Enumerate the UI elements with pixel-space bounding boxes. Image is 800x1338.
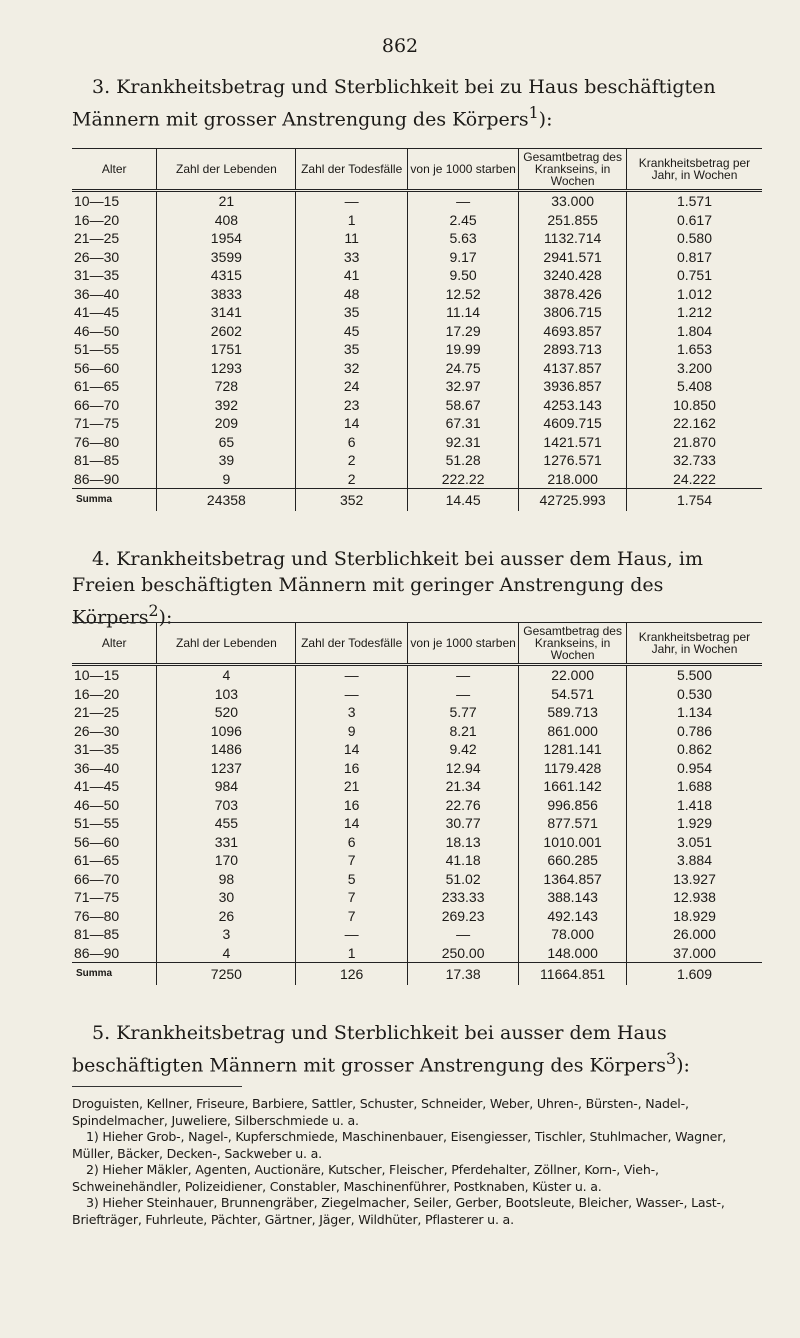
table-cell: 5.408	[626, 377, 762, 396]
table-row	[72, 870, 762, 889]
table-row	[72, 833, 762, 852]
table-cell: 6	[296, 433, 408, 452]
table-cell: 4693.857	[519, 322, 627, 341]
table-cell: 996.856	[519, 796, 627, 815]
table-row	[72, 470, 762, 489]
column-header: Alter	[72, 149, 157, 191]
table-row	[72, 796, 762, 815]
column-header: Krankheitsbetrag per Jahr, in Wochen	[626, 623, 762, 665]
table-cell: 51.02	[407, 870, 518, 889]
table-cell: 3	[157, 925, 296, 944]
table-cell: 2893.713	[519, 340, 627, 359]
table-cell: 41—45	[74, 778, 120, 795]
table-row	[72, 433, 762, 452]
table-cell: 1.212	[626, 303, 762, 322]
table-cell: —	[296, 191, 408, 211]
table-cell: 9.42	[407, 740, 518, 759]
table-cell: 16—20	[74, 685, 120, 702]
column-header: Gesamtbetrag des Krankseins, in Wochen	[519, 149, 627, 191]
table-cell: 1954	[157, 229, 296, 248]
table-row	[72, 703, 762, 722]
table-cell: 39	[157, 451, 296, 470]
table-cell: 1486	[157, 740, 296, 759]
table-header-row	[72, 623, 762, 665]
footnote-ref: 2	[148, 601, 159, 620]
section-3-heading: 3. Krankheitsbetrag und Sterblichkeit bei zu Haus beschäftigten Männern mit grosser Anstrengung des Körpers$^1$):	[72, 76, 716, 131]
table-section-3	[72, 148, 762, 511]
table-cell: 24	[296, 377, 408, 396]
table-cell: 32.97	[407, 377, 518, 396]
total-cell: 42725.993	[519, 489, 627, 512]
table-cell: 10.850	[626, 396, 762, 415]
table-row	[72, 248, 762, 267]
table-cell: 46—50	[74, 796, 120, 813]
total-cell: Summa	[72, 489, 157, 512]
column-header: Zahl der Lebenden	[157, 623, 296, 665]
table-cell: 9.50	[407, 266, 518, 285]
table-cell: 17.29	[407, 322, 518, 341]
table-cell: 0.954	[626, 759, 762, 778]
table-cell: 388.143	[519, 888, 627, 907]
table-cell: 7	[296, 907, 408, 926]
table-cell: 56—60	[74, 833, 120, 850]
footnote-3: 3) Hieher Steinhauer, Brunnengräber, Ziegelmacher, Seiler, Gerber, Bootsleute, Bleicher, Wasser-, Last-, Briefträger, Fuhrleute, Pächter, Gärtner, Jäger, Wildhüter, Pflasterer u. a.	[72, 1195, 725, 1227]
table-cell: 0.617	[626, 211, 762, 230]
table-cell: 51—55	[74, 815, 120, 832]
table-cell: 5	[296, 870, 408, 889]
table-cell: 492.143	[519, 907, 627, 926]
total-cell: 126	[296, 963, 408, 986]
table-cell: 16—20	[74, 211, 120, 228]
table-cell: 5.77	[407, 703, 518, 722]
table-cell: 218.000	[519, 470, 627, 489]
total-cell: 11664.851	[519, 963, 627, 986]
table-cell: 1281.141	[519, 740, 627, 759]
total-cell: 1.754	[626, 489, 762, 512]
table-cell: 26.000	[626, 925, 762, 944]
table-cell: 48	[296, 285, 408, 304]
table-cell: 1421.571	[519, 433, 627, 452]
table-cell: 1.134	[626, 703, 762, 722]
table-cell: 51—55	[74, 341, 120, 358]
total-cell: 14.45	[407, 489, 518, 512]
table-cell: 66—70	[74, 396, 120, 413]
table-cell: 1.418	[626, 796, 762, 815]
column-header: von je 1000 starben	[407, 149, 518, 191]
table-row	[72, 925, 762, 944]
table-cell: 2602	[157, 322, 296, 341]
table-cell: 24.222	[626, 470, 762, 489]
section-5-heading: 5. Krankheitsbetrag und Sterblichkeit bei ausser dem Haus beschäftigten Männern mit grosser Anstrengung des Körpers$^3$):	[72, 1022, 690, 1077]
total-cell: Summa	[72, 963, 157, 986]
table-cell: 4315	[157, 266, 296, 285]
table-cell: 33.000	[519, 191, 627, 211]
table-cell: 728	[157, 377, 296, 396]
table-cell: 86—90	[74, 470, 120, 487]
footnote-divider	[72, 1086, 242, 1087]
table-cell: 14	[296, 740, 408, 759]
table-cell: 170	[157, 851, 296, 870]
table-cell: 9	[296, 722, 408, 741]
table-cell: 4	[157, 944, 296, 963]
table-cell: 18.13	[407, 833, 518, 852]
table-cell: 3833	[157, 285, 296, 304]
column-header: Zahl der Todesfälle	[296, 149, 408, 191]
table-cell: 0.786	[626, 722, 762, 741]
table-cell: 81—85	[74, 452, 120, 469]
table-cell: 3878.426	[519, 285, 627, 304]
table-total-row	[72, 963, 762, 986]
table-cell: 22.162	[626, 414, 762, 433]
table-row	[72, 759, 762, 778]
table-row	[72, 322, 762, 341]
total-cell: 24358	[157, 489, 296, 512]
table-cell: 24.75	[407, 359, 518, 378]
table-cell: 877.571	[519, 814, 627, 833]
table-cell: 21.34	[407, 777, 518, 796]
table-cell: 21	[157, 191, 296, 211]
table-row	[72, 851, 762, 870]
table-row	[72, 414, 762, 433]
table-cell: 455	[157, 814, 296, 833]
table-cell: 5.63	[407, 229, 518, 248]
table-cell: 148.000	[519, 944, 627, 963]
table-cell: 3806.715	[519, 303, 627, 322]
table-row	[72, 777, 762, 796]
table-cell: 26	[157, 907, 296, 926]
table-cell: 3599	[157, 248, 296, 267]
section-title: Krankheitsbetrag und Sterblichkeit bei zu Haus beschäftigten Männern mit grosser Anstrengung des Körpers	[72, 76, 716, 131]
column-header: Zahl der Todesfälle	[296, 623, 408, 665]
table-cell: 861.000	[519, 722, 627, 741]
table-cell: 1.653	[626, 340, 762, 359]
table-cell: 61—65	[74, 852, 120, 869]
table-cell: 703	[157, 796, 296, 815]
table-cell: —	[407, 685, 518, 704]
table-cell: 3	[296, 703, 408, 722]
section-4-heading: 4. Krankheitsbetrag und Sterblichkeit bei ausser dem Haus, im Freien beschäftigten Männern mit geringer Anstrengung des Körpers$^2$):	[72, 548, 703, 629]
total-cell: 1.609	[626, 963, 762, 986]
table-cell: 660.285	[519, 851, 627, 870]
table-cell: 12.52	[407, 285, 518, 304]
table-cell: 18.929	[626, 907, 762, 926]
table-cell: 8.21	[407, 722, 518, 741]
table-cell: —	[296, 665, 408, 685]
table-cell: 3240.428	[519, 266, 627, 285]
table-cell: —	[407, 925, 518, 944]
table-cell: 45	[296, 322, 408, 341]
table-cell: 21	[296, 777, 408, 796]
table-cell: 10—15	[74, 193, 120, 210]
table-cell: 41.18	[407, 851, 518, 870]
table-cell: 41—45	[74, 304, 120, 321]
table-cell: 66—70	[74, 870, 120, 887]
table-cell: 984	[157, 777, 296, 796]
table-cell: 0.862	[626, 740, 762, 759]
table-cell: 58.67	[407, 396, 518, 415]
page-number: 862	[381, 35, 419, 57]
table-cell: 589.713	[519, 703, 627, 722]
table-cell: 222.22	[407, 470, 518, 489]
table-cell: 2941.571	[519, 248, 627, 267]
table-row	[72, 303, 762, 322]
table-cell: 0.751	[626, 266, 762, 285]
table-cell: 22.000	[519, 665, 627, 685]
table-cell: 1751	[157, 340, 296, 359]
table-cell: 46—50	[74, 322, 120, 339]
column-header: von je 1000 starben	[407, 623, 518, 665]
table-cell: 9	[157, 470, 296, 489]
column-header: Alter	[72, 623, 157, 665]
table-cell: 408	[157, 211, 296, 230]
table-cell: 5.500	[626, 665, 762, 685]
table-cell: 12.94	[407, 759, 518, 778]
table-row	[72, 907, 762, 926]
table-cell: 67.31	[407, 414, 518, 433]
footnote-1: 1) Hieher Grob-, Nagel-, Kupferschmiede, Maschinenbauer, Eisengiesser, Tischler, Stuhlmacher, Wagner, Müller, Bäcker, Decken-, Sackweber u. a.	[72, 1129, 727, 1161]
table-cell: 33	[296, 248, 408, 267]
table-cell: 35	[296, 303, 408, 322]
table-cell: 1.804	[626, 322, 762, 341]
table-cell: 13.927	[626, 870, 762, 889]
table-cell: 12.938	[626, 888, 762, 907]
table-cell: 1364.857	[519, 870, 627, 889]
table-cell: 1179.428	[519, 759, 627, 778]
footnotes	[72, 1096, 762, 1228]
table-header-row	[72, 149, 762, 191]
table-cell: 30	[157, 888, 296, 907]
table-row	[72, 944, 762, 963]
table-row	[72, 285, 762, 304]
footnote-ref: 1	[528, 103, 539, 122]
table-cell: 4137.857	[519, 359, 627, 378]
column-header: Krankheitsbetrag per Jahr, in Wochen	[626, 149, 762, 191]
footnote-2: 2) Hieher Mäkler, Agenten, Auctionäre, Kutscher, Fleischer, Pferdehalter, Zöllner, Korn-, Vieh-, Schweinehändler, Polizeidiener, Constabler, Maschinenführer, Postknaben, Küster u. a.	[72, 1162, 659, 1194]
section-number: 3.	[92, 76, 111, 98]
table-cell: 1.929	[626, 814, 762, 833]
table-cell: 71—75	[74, 889, 120, 906]
table-cell: 4	[157, 665, 296, 685]
table-cell: 0.580	[626, 229, 762, 248]
table-cell: 1	[296, 211, 408, 230]
footnote-continuation: Droguisten, Kellner, Friseure, Barbiere, Sattler, Schuster, Schneider, Weber, Uhren-, Bürsten-, Nadel-, Spindelmacher, Juweliere, Silberschmiede u. a.	[72, 1096, 689, 1128]
table-cell: 0.817	[626, 248, 762, 267]
table-cell: 36—40	[74, 285, 120, 302]
table-cell: 1661.142	[519, 777, 627, 796]
table-row	[72, 191, 762, 211]
table-cell: 250.00	[407, 944, 518, 963]
table-cell: 92.31	[407, 433, 518, 452]
table-row	[72, 211, 762, 230]
table-cell: 31—35	[74, 741, 120, 758]
table-cell: 9.17	[407, 248, 518, 267]
table-cell: 3936.857	[519, 377, 627, 396]
table-cell: 7	[296, 888, 408, 907]
section-title: Krankheitsbetrag und Sterblichkeit bei ausser dem Haus, im Freien beschäftigten Männern mit geringer Anstrengung des Körpers	[72, 548, 703, 629]
table-cell: 1.688	[626, 777, 762, 796]
table-cell: 4253.143	[519, 396, 627, 415]
table-cell: 103	[157, 685, 296, 704]
table-cell: 31—35	[74, 267, 120, 284]
table-cell: 4609.715	[519, 414, 627, 433]
table-row	[72, 396, 762, 415]
table-cell: 11	[296, 229, 408, 248]
table-cell: 7	[296, 851, 408, 870]
total-cell: 17.38	[407, 963, 518, 986]
table-row	[72, 266, 762, 285]
table-cell: 81—85	[74, 926, 120, 943]
table-cell: —	[296, 925, 408, 944]
table-cell: 1096	[157, 722, 296, 741]
section-number: 4.	[92, 548, 111, 570]
table-cell: 41	[296, 266, 408, 285]
table-cell: 520	[157, 703, 296, 722]
table-cell: 22.76	[407, 796, 518, 815]
table-cell: 26—30	[74, 722, 120, 739]
table-section-4	[72, 622, 762, 985]
total-cell: 7250	[157, 963, 296, 986]
table-row	[72, 665, 762, 685]
table-row	[72, 377, 762, 396]
table-row	[72, 740, 762, 759]
table-row	[72, 359, 762, 378]
table-cell: 32.733	[626, 451, 762, 470]
table-cell: 1276.571	[519, 451, 627, 470]
table-cell: 392	[157, 396, 296, 415]
table-cell: 233.33	[407, 888, 518, 907]
footnote-ref: 3	[666, 1049, 677, 1068]
table-cell: 1	[296, 944, 408, 963]
table-cell: 21—25	[74, 704, 120, 721]
section-number: 5.	[92, 1022, 111, 1044]
table-cell: 76—80	[74, 433, 120, 450]
table-cell: 51.28	[407, 451, 518, 470]
table-cell: 1.571	[626, 191, 762, 211]
table-cell: 3.200	[626, 359, 762, 378]
table-cell: 14	[296, 814, 408, 833]
table-total-row	[72, 489, 762, 512]
table-cell: —	[407, 665, 518, 685]
table-cell: 98	[157, 870, 296, 889]
table-cell: 331	[157, 833, 296, 852]
table-cell: 61—65	[74, 378, 120, 395]
table-cell: 251.855	[519, 211, 627, 230]
table-cell: 3.884	[626, 851, 762, 870]
table-cell: 56—60	[74, 359, 120, 376]
table-cell: 32	[296, 359, 408, 378]
table-cell: 1237	[157, 759, 296, 778]
table-cell: 16	[296, 796, 408, 815]
table-row	[72, 229, 762, 248]
table-cell: 30.77	[407, 814, 518, 833]
table-cell: —	[296, 685, 408, 704]
table-cell: 14	[296, 414, 408, 433]
column-header: Zahl der Lebenden	[157, 149, 296, 191]
section-title: Krankheitsbetrag und Sterblichkeit bei ausser dem Haus beschäftigten Männern mit grosser Anstrengung des Körpers	[72, 1022, 667, 1077]
table-cell: 1132.714	[519, 229, 627, 248]
table-row	[72, 685, 762, 704]
table-cell: 3.051	[626, 833, 762, 852]
table-cell: 1293	[157, 359, 296, 378]
table-cell: 36—40	[74, 759, 120, 776]
table-cell: 2	[296, 470, 408, 489]
table-row	[72, 451, 762, 470]
table-cell: —	[407, 191, 518, 211]
table-cell: 0.530	[626, 685, 762, 704]
table-cell: 1010.001	[519, 833, 627, 852]
table-row	[72, 814, 762, 833]
total-cell: 352	[296, 489, 408, 512]
table-cell: 35	[296, 340, 408, 359]
table-cell: 21—25	[74, 230, 120, 247]
table-cell: 37.000	[626, 944, 762, 963]
table-cell: 23	[296, 396, 408, 415]
table-row	[72, 722, 762, 741]
table-cell: 71—75	[74, 415, 120, 432]
table-cell: 11.14	[407, 303, 518, 322]
table-cell: 2	[296, 451, 408, 470]
table-cell: 65	[157, 433, 296, 452]
table-cell: 21.870	[626, 433, 762, 452]
table-cell: 54.571	[519, 685, 627, 704]
table-cell: 209	[157, 414, 296, 433]
table-cell: 19.99	[407, 340, 518, 359]
table-cell: 3141	[157, 303, 296, 322]
table-row	[72, 340, 762, 359]
table-cell: 6	[296, 833, 408, 852]
table-cell: 78.000	[519, 925, 627, 944]
table-cell: 16	[296, 759, 408, 778]
table-cell: 269.23	[407, 907, 518, 926]
table-row	[72, 888, 762, 907]
column-header: Gesamtbetrag des Krankseins, in Wochen	[519, 623, 627, 665]
table-cell: 1.012	[626, 285, 762, 304]
table-cell: 26—30	[74, 248, 120, 265]
table-cell: 76—80	[74, 907, 120, 924]
table-cell: 2.45	[407, 211, 518, 230]
table-cell: 86—90	[74, 944, 120, 961]
table-cell: 10—15	[74, 667, 120, 684]
